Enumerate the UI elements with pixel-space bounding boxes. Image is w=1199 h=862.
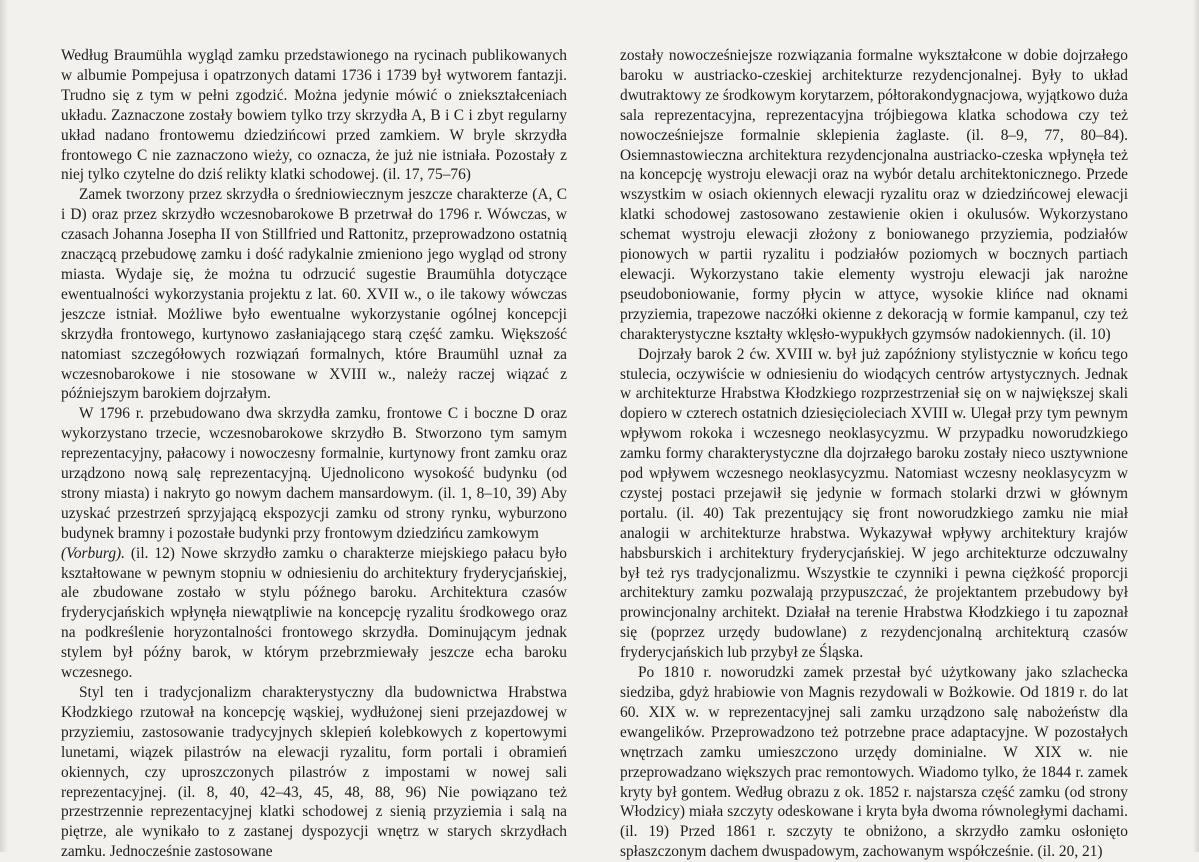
right-paragraph-1: zostały nowocześniejsze rozwiązania formalne wykształcone w dobie dojrzałego baroku w austriacko-czeskiej architekturze rezydencjonalnej. Były to układ dwutraktowy ze środkowym korytarzem, półtorakondygnacjowa, wyjątkowo duża sala reprezentacyjna, reprezentacyjna trójbiegowa klatka schodowa czy też nowocześniejsze formalnie sklepienia żaglaste. (il. 8–9, 77, 80–84). Osiemnastowieczna architektura rezydencjonalna austriacko-czeska wpłynęła też na koncepcję wystroju elewacji oraz na wybór detalu architektonicznego. Przede wszystkim w osiach okiennych elewacji ryzalitu oraz w dziedzińcowej elewacji klatki schodowej zastosowano zestawienie okien i okulusów. Wykorzystano schemat wystroju elewacji złożony z boniowanego przyziemia, podziałów pionowych w partii ryzalitu i podziałów poziomych w bocznych partiach elewacji. Wykorzystano takie elementy wystroju elewacji jak narożne pseudoboniowanie, formy płycin w attyce, wysokie klińce nad oknami przyziemia, trapezowe naczółki okienne z dekoracją w formie kampanul, czy też charakterystyczne kształty wklęsło-wypukłych gzymsów nadokiennych. (il. 10) [620, 47, 1128, 343]
left-paragraph-1: Według Braumühla wygląd zamku przedstawionego na rycinach publikowanych w albumie Pompejusa i opatrzonych datami 1736 i 1739 był wytworem fantazji. Trudno się z tym w pełni zgodzić. Można jedynie mówić o zniekształceniach układu. Zaznaczone zostały bowiem tylko trzy skrzydła A, B i C i zbyt regularny układ nadano frontowemu dziedzińcowi przed zamkiem. W bryle skrzydła frontowego C nie zaznaczono wieży, co oznacza, że już nie istniała. Pozostały z niej tylko czytelne do dziś relikty klatki schodowej. (il. 17, 75–76) [61, 47, 567, 184]
vorburg-italic: (Vorburg). [61, 544, 125, 562]
right-paragraph-3: Po 1810 r. noworudzki zamek przestał być użytkowany jako szlachecka siedziba, gdyż hrabiowie von Magnis rezydowali w Bożkowie. Od 1819 r. do lat 60. XIX w. w reprezentacyjnej sali zamku urządzono salę nabożeństw dla ewangelików. Przeprowadzono też potrzebne prace adaptacyjne. W pozostałych wnętrzach zamku umieszczono urzędy dominialne. W XIX w. nie przeprowadzano większych prac remontowych. Wiadomo tylko, że 1844 r. zamek kryty był gontem. Według obrazu z ok. 1852 r. najstarsza część zamku (od strony Włodzicy) miała szczyty odeskowane i kryta była dwoma równoległymi dachami. (il. 19) Przed 1861 r. szczyty te obniżono, a skrzydło zamku osłonięto spłaszczonym dachem dwuspadowym, zachowanym współcześnie. (il. 20, 21) [620, 664, 1128, 861]
left-paragraph-4: Styl ten i tradycjonalizm charakterystyczny dla budownictwa Hrabstwa Kłodzkiego rzutował na koncepcję wąskiej, wydłużonej sieni przejazdowej w przyziemiu, zastosowanie tradycyjnych sklepień kolebkowych z kopertowymi lunetami, wiązek pilastrów na elewacji ryzalitu, form portali i obramień okiennych, czy uproszczonych pilastrów z impostami w nowej sali reprezentacyjnej. (il. 8, 40, 42–43, 45, 48, 88, 96) Nie powiązano też przestrzennie reprezentacyjnej klatki schodowej z sienią przyziemia i salą na piętrze, ale wynikało to z zastanej dyspozycji wnętrz w starych skrzydłach zamku. Jednocześnie zastosowane [61, 684, 567, 861]
left-paragraph-3: W 1796 r. przebudowano dwa skrzydła zamku, frontowe C i boczne D oraz wykorzystano trzecie, wczesnobarokowe skrzydło B. Stworzono tym samym reprezentacyjny, pałacowy i nowoczesny formalnie, kurtynowy front zamku oraz urządzono nową salę reprezentacyjną. Ujednolicono wysokość budynku (od strony miasta) i nakryto go nowym dachem mansardowym. (il. 1, 8–10, 39) Aby uzyskać przestrzeń sprzyjającą ekspozycji zamku od strony rynku, wyburzono budynek bramny i pozostałe budynki przy frontowym dziedzińcu zamkowym [61, 405, 567, 542]
left-paragraph-3-continued: (Vorburg). (il. 12) Nowe skrzydło zamku o charakterze miejskiego pałacu było kształtowane w pewnym stopniu w odniesieniu do architektury fryderycjańskiej, ale zbudowane zostało w stylu późnego baroku. Architektura czasów fryderycjańskich wpłynęła niewątpliwie na koncepcję ryzalitu środkowego oraz na podkreślenie horyzontalności frontowego skrzydła. Dominującym jednak stylem był późny barok, w którym przebrzmiewały jeszcze echa baroku wczesnego. [61, 544, 567, 682]
right-text-column [620, 46, 1128, 862]
left-paragraph-2: Zamek tworzony przez skrzydła o średniowiecznym jeszcze charakterze (A, C i D) oraz przez skrzydło wczesnobarokowe B przetrwał do 1796 r. Wówczas, w czasach Johanna Josepha II von Stillfried und Rattonitz, przeprowadzono ostatnią znaczącą przebudowę zamku i dość radykalnie zmieniono jego wygląd od strony miasta. Wydaje się, że można tu odrzucić sugestie Braumühla dotyczące ewentualności wykorzystania projektu z lat. 60. XVII w., o ile takowy wówczas jeszcze istniał. Możliwe było ewentualne wykorzystanie ogólnej koncepcji skrzydła frontowego, kurtynowo zasłaniającego starą część zamku. Większość natomiast szczegółowych rozwiązań formalnych, które Braumühl uznał za wczesnobarokowe i nie stosowane w XVIII w., należy raczej wiązać z późniejszym barokiem dojrzałym. [61, 186, 567, 403]
scan-edge-left [0, 0, 8, 852]
right-paragraph-2: Dojrzały barok 2 ćw. XVIII w. był już zapóźniony stylistycznie w końcu tego stulecia, oczywiście w odniesieniu do wiodących centrów artystycznych. Jednak w architekturze Hrabstwa Kłodzkiego rozprzestrzeniał się on w największej skali dopiero w czterech ostatnich dziesięcioleciach XVIII w. Ulegał przy tym pewnym wpływom rokoka i wczesnego neoklasycyzmu. W przypadku noworudzkiego zamku formy charakterystyczne dla dojrzałego baroku zostały nieco usztywnione pod wpływem wczesnego neoklasycyzmu. Natomiast wczesny neoklasycyzm w czystej postaci przejawił się jedynie w formach stolarki drzwi w głównym portalu. (il. 40) Tak prezentujący się front noworudzkiego zamku nie miał analogii w architekturze hrabstwa. Wykazywał wpływy architektury krajów habsburskich i architektury fryderycjańskiej. W jego architekturze odczuwalny był też rys tradycjonalizmu. Wszystkie te czynniki i pewna ciężkość proporcji architektury zamku pozwalają przypuszczać, że projektantem przebudowy był prowincjonalny architekt. Działał na terenie Hrabstwa Kłodzkiego i tu zapoznał się (poprzez urzędy budowlane) z rezydencjonalną architekturą czasów fryderycjańskich lub przybył ze Śląska. [620, 345, 1128, 662]
scan-edge-right [1193, 0, 1199, 852]
left-text-column [61, 46, 567, 862]
